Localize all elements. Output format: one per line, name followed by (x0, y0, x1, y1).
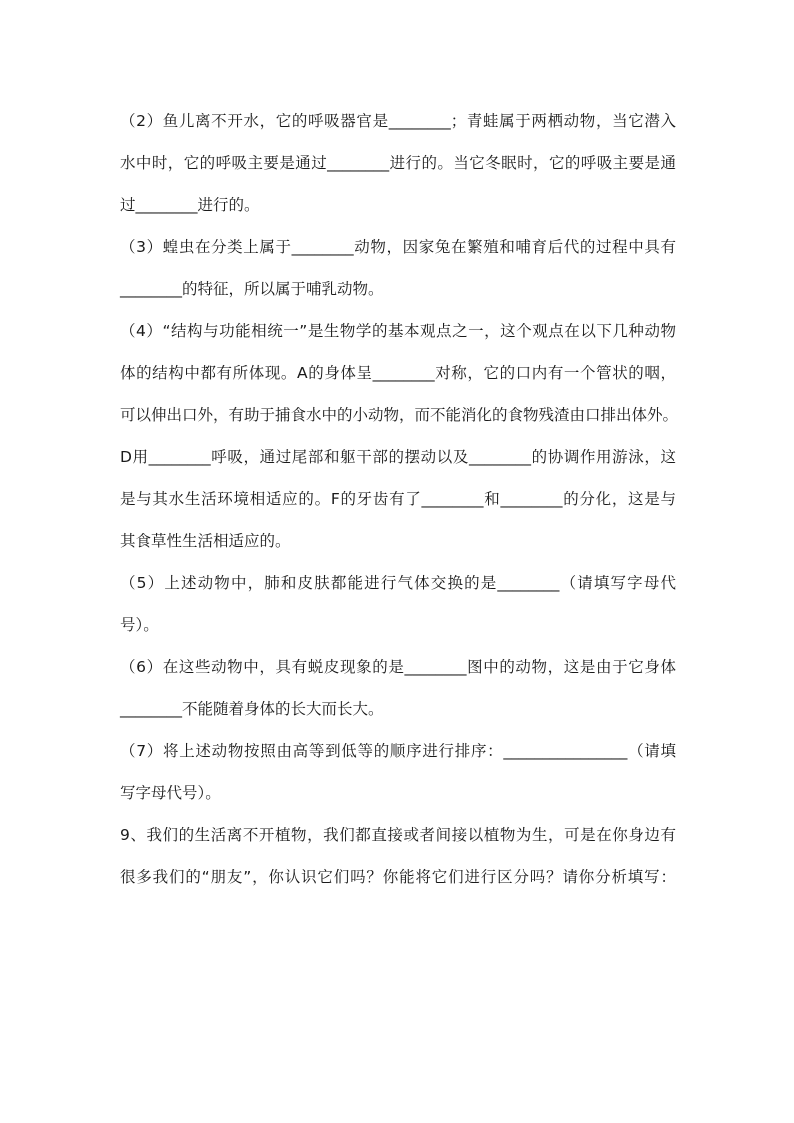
text-line-6: （4）“结构与功能相统一”是生物学的基本观点之一，这个观点在以下几种动物 (120, 322, 676, 340)
text-line-13: 号）。 (120, 616, 159, 634)
text-line-4: （3）蝗虫在分类上属于________动物，因家兔在繁殖和哺育后代的过程中具有 (120, 238, 676, 256)
text-line-9: D用________呼吸，通过尾部和躯干部的摆动以及________的协调作用游泳，这 (120, 448, 676, 466)
text-line-5: ________的特征，所以属于哺乳动物。 (120, 280, 384, 298)
text-line-17: 写字母代号）。 (120, 784, 221, 802)
text-line-1: （2）鱼儿离不开水，它的呼吸器官是________；青蛙属于两栖动物，当它潜入 (120, 112, 676, 130)
document-page (120, 100, 679, 898)
text-line-2: 水中时，它的呼吸主要是通过________进行的。当它冬眠时，它的呼吸主要是通 (120, 154, 676, 172)
text-line-14: （6）在这些动物中，具有蜕皮现象的是________图中的动物，这是由于它身体 (120, 658, 676, 676)
text-line-19: 很多我们的“朋友”，你认识它们吗？你能将它们进行区分吗？请你分析填写： (120, 868, 676, 886)
text-line-18: 9、我们的生活离不开植物，我们都直接或者间接以植物为生，可是在你身边有 (120, 826, 676, 844)
text-line-10: 是与其水生活环境相适应的。F的牙齿有了________和________的分化，这是与 (120, 490, 676, 508)
text-line-8: 可以伸出口外，有助于捕食水中的小动物，而不能消化的食物残渣由口排出体外。 (120, 406, 679, 424)
text-line-11: 其食草性生活相适应的。 (120, 532, 291, 550)
text-line-15: ________不能随着身体的长大而长大。 (120, 700, 384, 718)
text-line-16: （7）将上述动物按照由高等到低等的顺序进行排序：________________（请填 (120, 742, 676, 760)
text-line-12: （5）上述动物中，肺和皮肤都能进行气体交换的是________（请填写字母代 (120, 574, 676, 592)
text-line-7: 体的结构中都有所体现。A的身体呈________对称，它的口内有一个管状的咽， (120, 364, 676, 382)
text-line-3: 过________进行的。 (120, 196, 260, 214)
